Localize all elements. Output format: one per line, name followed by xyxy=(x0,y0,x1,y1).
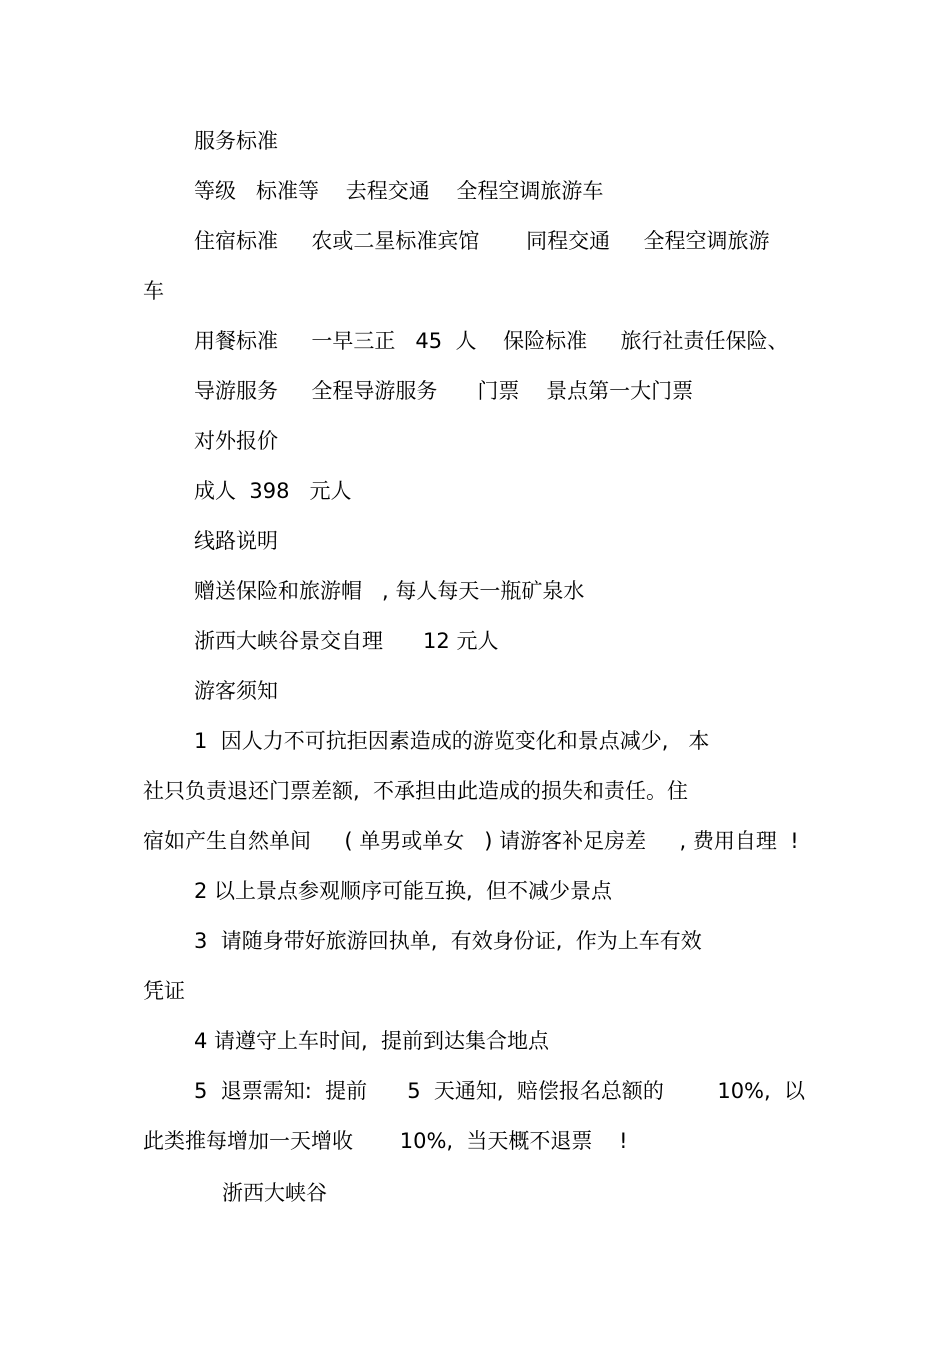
notice-item-3-line-2: 凭证 xyxy=(143,979,185,1003)
section-heading-price: 对外报价 xyxy=(194,429,278,453)
text-line-guide-tickets: 导游服务 全程导游服务 门票 景点第一大门票 xyxy=(194,379,694,403)
footer-place-name: 浙西大峡谷 xyxy=(222,1181,327,1205)
section-heading-notice: 游客须知 xyxy=(194,679,278,703)
section-heading-route: 线路说明 xyxy=(194,529,278,553)
text-line-grade-transport: 等级 标准等 去程交通 全程空调旅游车 xyxy=(194,179,604,203)
notice-item-1-line-1: 1 因人力不可抗拒因素造成的游览变化和景点减少, 本 xyxy=(194,729,710,753)
text-line-adult-price: 成人 398 元人 xyxy=(194,479,352,503)
notice-item-1-line-3: 宿如产生自然单间 ( 单男或单女 ) 请游客补足房差 , 费用自理 ! xyxy=(143,829,799,853)
text-line-gifts: 赠送保险和旅游帽 , 每人每天一瓶矿泉水 xyxy=(194,579,585,603)
notice-item-5-line-1: 5 退票需知: 提前 5 天通知, 赔偿报名总额的 10%, 以 xyxy=(194,1079,806,1103)
text-line-accommodation: 住宿标准 农或二星标准宾馆 同程交通 全程空调旅游 xyxy=(194,229,770,253)
notice-item-4: 4 请遵守上车时间, 提前到达集合地点 xyxy=(194,1029,550,1053)
notice-item-5-line-2: 此类推每增加一天增收 10%, 当天概不退票 ! xyxy=(143,1129,628,1153)
text-line-shuttle-fee: 浙西大峡谷景交自理 12 元人 xyxy=(194,629,499,653)
notice-item-2: 2 以上景点参观顺序可能互换, 但不减少景点 xyxy=(194,879,613,903)
section-heading-service-standard: 服务标准 xyxy=(194,129,278,153)
text-line-accommodation-wrap: 车 xyxy=(143,279,164,303)
notice-item-3-line-1: 3 请随身带好旅游回执单, 有效身份证, 作为上车有效 xyxy=(194,929,702,953)
text-line-meals-insurance: 用餐标准 一早三正 45 人 保险标准 旅行社责任保险、 xyxy=(194,329,789,353)
notice-item-1-line-2: 社只负责退还门票差额, 不承担由此造成的损失和责任。住 xyxy=(143,779,689,803)
